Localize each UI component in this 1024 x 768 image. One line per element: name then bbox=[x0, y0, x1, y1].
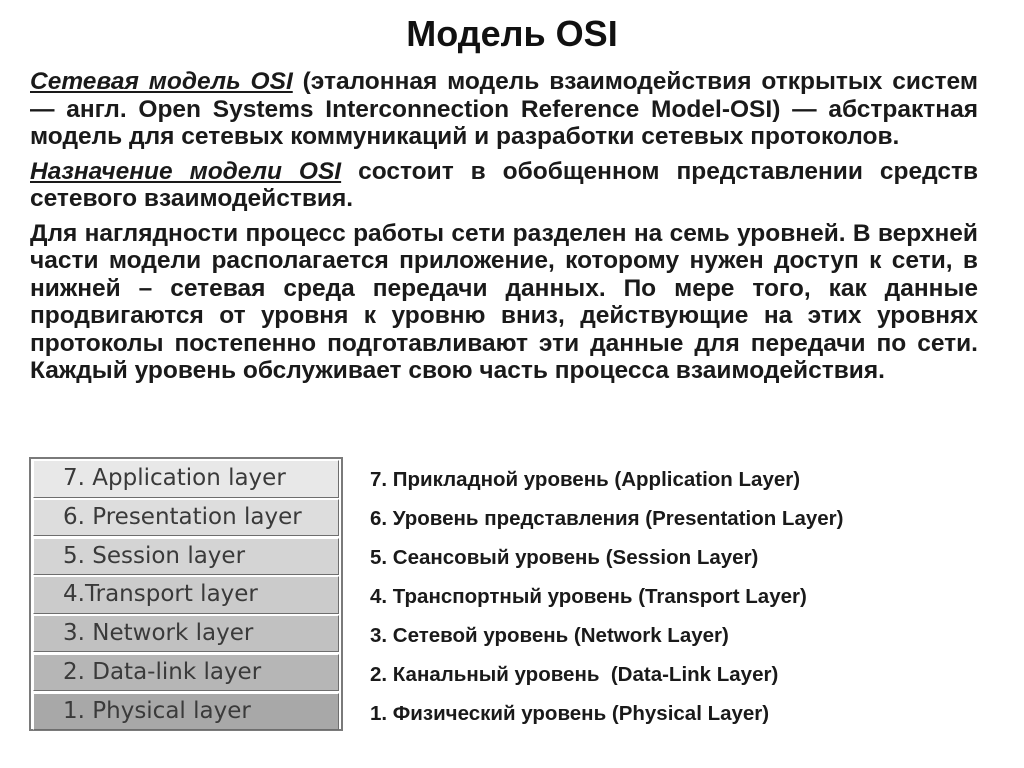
diagram-layer-application: 7. Application layer bbox=[33, 460, 339, 497]
term-network-model: Сетевая модель OSI bbox=[30, 68, 293, 95]
diagram-layer-physical: 1. Physical layer bbox=[33, 693, 339, 730]
paragraph-text: состоит в обобщенном представлении средств сетевого взаимодействия. bbox=[30, 157, 979, 212]
diagram-layer-data-link: 2. Data-link layer bbox=[33, 654, 339, 691]
layer-name-presentation: 6. Уровень представления (Presentation Layer) bbox=[370, 507, 844, 530]
layer-name-transport: 4. Транспортный уровень (Transport Layer) bbox=[370, 585, 807, 608]
layer-name-physical: 1. Физический уровень (Physical Layer) bbox=[370, 702, 770, 725]
term-model-purpose: Назначение модели OSI bbox=[30, 157, 342, 185]
diagram-layer-presentation: 6. Presentation layer bbox=[33, 499, 339, 536]
diagram-layer-session: 5. Session layer bbox=[33, 538, 339, 575]
paragraph-definition bbox=[30, 68, 978, 151]
paragraph-text: (эталонная модель взаимодействия открытых систем — англ. Open Systems Interconnection Reference Model-OSI) — абстрактная модель для сетевых коммуникаций и разработки сетевых протоколов. bbox=[30, 68, 978, 150]
layer-names-list bbox=[370, 460, 1010, 733]
diagram-layer-transport: 4.Transport layer bbox=[33, 576, 339, 613]
diagram-layer-network: 3. Network layer bbox=[33, 615, 339, 652]
layer-name-network: 3. Сетевой уровень (Network Layer) bbox=[370, 624, 729, 647]
body-text bbox=[30, 68, 978, 392]
layer-name-application: 7. Прикладной уровень (Application Layer) bbox=[370, 468, 801, 491]
paragraph-purpose bbox=[30, 158, 978, 213]
paragraph-text: Для наглядности процесс работы сети разделен на семь уровней. В верхней части модели располагается приложение, которому нужен доступ к сети, в нижней – сетевая среда передачи данных. По мере того, как данные продвигаются от уровня к уровню вниз, действующие на этих уровнях протоколы постепенно подготавливают эти данные для передачи по сети. Каждый уровень обслуживает свою часть процесса взаимодействия. bbox=[30, 219, 978, 384]
osi-layer-diagram bbox=[29, 457, 343, 731]
paragraph-layers-description bbox=[30, 220, 978, 385]
layer-name-session: 5. Сеансовый уровень (Session Layer) bbox=[370, 546, 759, 569]
page-title: Модель OSI bbox=[406, 13, 618, 54]
layer-name-data-link: 2. Канальный уровень (Data-Link Layer) bbox=[370, 663, 779, 686]
